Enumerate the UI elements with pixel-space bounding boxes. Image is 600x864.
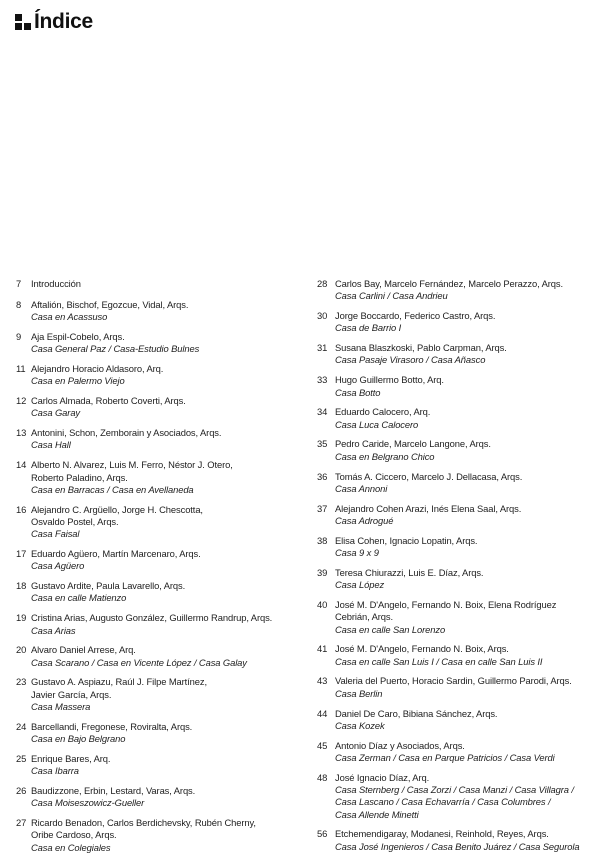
architects: Eduardo Calocero, Arq. [335, 406, 431, 418]
architects: José M. D'Angelo, Fernando N. Boix, Elena Rodríguez [335, 598, 557, 610]
index-entry [16, 395, 301, 420]
page-number: 25 [16, 752, 27, 764]
house-name: Casa en calle San Lorenzo [335, 623, 446, 635]
index-entry [317, 374, 598, 399]
page-number: 8 [16, 298, 22, 310]
house-name: Casa Kozek [335, 719, 385, 731]
index-entry [16, 504, 301, 541]
entry-text: Introducción [31, 278, 81, 289]
architects: Ricardo Benadon, Carlos Berdichevsky, Rubén Cherny, [31, 817, 256, 829]
page-number: 34 [317, 406, 328, 418]
index-column-left [16, 278, 301, 854]
index-entry [317, 406, 598, 431]
architects: Jorge Boccardo, Federico Castro, Arqs. [335, 310, 496, 322]
architects: Barcellandi, Fregonese, Roviralta, Arqs. [31, 720, 193, 732]
architects: Enrique Bares, Arq. [31, 752, 111, 764]
page-number: 35 [317, 438, 328, 450]
house-name: Casa Sternberg / Casa Zorzi / Casa Manzi / Casa Villagra / [335, 784, 574, 795]
page-number: 33 [317, 374, 328, 386]
page-number: 11 [16, 362, 26, 374]
house-name: Casa General Paz / Casa-Estudio Bulnes [31, 343, 200, 355]
architects: Susana Blaszkoski, Pablo Carpman, Arqs. [335, 342, 507, 354]
architects: Aja Espil-Cobelo, Arqs. [31, 330, 125, 342]
house-name: Casa José Ingenieros / Casa Benito Juárez / Casa Segurola [335, 840, 580, 852]
page-number: 45 [317, 739, 328, 751]
architects: Oribe Cardoso, Arqs. [31, 829, 117, 841]
house-name: Casa Faisal [31, 528, 80, 540]
page-number: 9 [16, 330, 22, 342]
page-number: 39 [317, 566, 328, 578]
architects: José M. D'Angelo, Fernando N. Boix, Arqs. [335, 643, 509, 655]
architects: Cebrián, Arqs. [335, 611, 394, 623]
page-number: 13 [16, 427, 27, 439]
index-entry [317, 503, 598, 528]
house-name: Casa Berlin [335, 687, 383, 699]
index-entry [317, 471, 598, 496]
house-name: Casa en Colegiales [31, 841, 111, 853]
index-entry [317, 772, 598, 821]
house-name: Casa Hall [31, 439, 71, 451]
index-entry [317, 643, 598, 668]
page-number: 16 [16, 503, 27, 515]
page-number: 41 [317, 643, 328, 655]
index-entry [16, 644, 301, 669]
house-name: Casa Agüero [31, 560, 85, 572]
page-header [15, 9, 93, 35]
index-entry [317, 599, 598, 636]
page-number: 38 [317, 534, 328, 546]
architects: Osvaldo Postel, Arqs. [31, 515, 119, 527]
house-name: Casa Adrogué [335, 514, 394, 526]
architects: Alejandro C. Argüello, Jorge H. Chescotta, [31, 503, 203, 515]
page-number: 23 [16, 676, 27, 688]
index-entry [16, 299, 301, 324]
index-entry [317, 310, 598, 335]
page-number: 48 [317, 771, 328, 783]
architects: Pedro Caride, Marcelo Langone, Arqs. [335, 438, 491, 450]
house-name: Casa en Belgrano Chico [335, 450, 435, 462]
architects: Alvaro Daniel Arrese, Arq. [31, 644, 136, 656]
architects: Alejandro Horacio Aldasoro, Arq. [31, 362, 164, 374]
architects: Antonio Díaz y Asociados, Arqs. [335, 739, 465, 751]
page-number: 26 [16, 785, 27, 796]
index-entry [16, 580, 301, 605]
architects: Baudizzone, Erbin, Lestard, Varas, Arqs. [31, 785, 196, 796]
page-number: 27 [16, 817, 27, 829]
house-name: Casa Pasaje Virasoro / Casa Añasco [335, 354, 486, 366]
index-entry [16, 676, 301, 713]
house-name: Casa Carlini / Casa Andrieu [335, 290, 448, 302]
house-name: Casa Annoni [335, 482, 388, 494]
house-name: Casa Lascano / Casa Echavarría / Casa Columbres / [335, 796, 551, 808]
square-logo-icon [15, 14, 31, 30]
page-number: 19 [16, 612, 27, 624]
page-number: 44 [317, 707, 328, 719]
architects: José Ignacio Díaz, Arq. [335, 771, 430, 783]
page-number: 28 [317, 278, 328, 289]
house-name: Casa Luca Calocero [335, 418, 419, 430]
page-number: 7 [16, 278, 22, 289]
index-entry [16, 363, 301, 388]
architects: Javier García, Arqs. [31, 688, 112, 700]
architects: Eduardo Agüero, Martín Marcenaro, Arqs. [31, 548, 201, 560]
page-number: 18 [16, 580, 27, 592]
index-entry [16, 278, 301, 290]
architects: Antonini, Schon, Zemborain y Asociados, Arqs. [31, 427, 222, 439]
architects: Alberto N. Alvarez, Luis M. Ferro, Néstor J. Otero, [31, 459, 233, 471]
architects: Gustavo A. Aspiazu, Raúl J. Filpe Martínez, [31, 676, 207, 688]
house-name: Casa Botto [335, 386, 381, 398]
index-entry [16, 817, 301, 854]
house-name: Casa Ibarra [31, 765, 79, 777]
page-number: 37 [317, 502, 328, 514]
house-name: Casa López [335, 579, 385, 591]
page-number: 31 [317, 342, 328, 354]
page-number: 30 [317, 310, 328, 322]
architects: Teresa Chiurazzi, Luis E. Díaz, Arqs. [335, 566, 484, 578]
architects: Cristina Arias, Augusto González, Guillermo Randrup, Arqs. [31, 612, 273, 624]
page-number: 56 [317, 828, 328, 840]
house-name: Casa en Barracas / Casa en Avellaneda [31, 483, 194, 495]
page-number: 17 [16, 548, 27, 560]
house-name: Casa en calle San Luis I / Casa en calle San Luis II [335, 655, 543, 667]
architects: Aftalión, Bischof, Egozcue, Vidal, Arqs. [31, 298, 189, 310]
index-entry [317, 535, 598, 560]
house-name: Casa Arias [31, 624, 76, 636]
index-entry [317, 828, 598, 853]
index-entry [16, 753, 301, 778]
page-number: 40 [317, 598, 328, 610]
house-name: Casa de Barrio I [335, 322, 402, 334]
architects: Carlos Bay, Marcelo Fernández, Marcelo Perazzo, Arqs. [335, 278, 563, 289]
page-title: Índice [34, 10, 93, 33]
page-number: 36 [317, 470, 328, 482]
index-entry [16, 612, 301, 637]
architects: Elisa Cohen, Ignacio Lopatin, Arqs. [335, 534, 478, 546]
index-entry [16, 785, 301, 810]
page-number: 14 [16, 459, 27, 471]
house-name: Casa en Acassuso [31, 311, 108, 323]
index-entry [16, 548, 301, 573]
house-name: Casa Massera [31, 701, 91, 713]
page-number: 20 [16, 644, 27, 656]
house-name: Casa en Bajo Belgrano [31, 733, 126, 745]
index-entry [317, 438, 598, 463]
index-entry [317, 708, 598, 733]
index-entry [317, 342, 598, 367]
architects: Tomás A. Ciccero, Marcelo J. Dellacasa, Arqs. [335, 470, 523, 482]
house-name: Casa Moiseszowicz-Gueller [31, 797, 145, 809]
page-number: 43 [317, 675, 328, 687]
house-name: Casa 9 x 9 [335, 547, 379, 559]
index-column-right [317, 278, 598, 853]
architects: Roberto Paladino, Arqs. [31, 471, 128, 483]
house-name: Casa Allende Minetti [335, 808, 419, 820]
index-entry [16, 721, 301, 746]
architects: Alejandro Cohen Arazi, Inés Elena Saal, Arqs. [335, 502, 522, 514]
index-entry [16, 331, 301, 356]
index-entry [16, 459, 301, 496]
architects: Daniel De Caro, Bibiana Sánchez, Arqs. [335, 707, 498, 719]
house-name: Casa Garay [31, 407, 81, 419]
architects: Gustavo Ardite, Paula Lavarello, Arqs. [31, 580, 186, 592]
index-entry [317, 278, 598, 303]
page-number: 24 [16, 720, 27, 732]
architects: Hugo Guillermo Botto, Arq. [335, 374, 444, 386]
index-entry [16, 427, 301, 452]
house-name: Casa en calle Matienzo [31, 592, 127, 604]
index-entry [317, 675, 598, 700]
house-name: Casa en Palermo Viejo [31, 375, 125, 387]
house-name: Casa Zerman / Casa en Parque Patricios / Casa Verdi [335, 751, 555, 763]
house-name: Casa Scarano / Casa en Vicente López / Casa Galay [31, 656, 247, 668]
page-number: 12 [16, 395, 27, 407]
architects: Carlos Almada, Roberto Coverti, Arqs. [31, 395, 186, 407]
index-entry [317, 740, 598, 765]
architects: Valeria del Puerto, Horacio Sardin, Guillermo Parodi, Arqs. [335, 675, 572, 687]
index-entry [317, 567, 598, 592]
architects: Etchemendigaray, Modanesi, Reinhold, Reyes, Arqs. [335, 828, 549, 840]
